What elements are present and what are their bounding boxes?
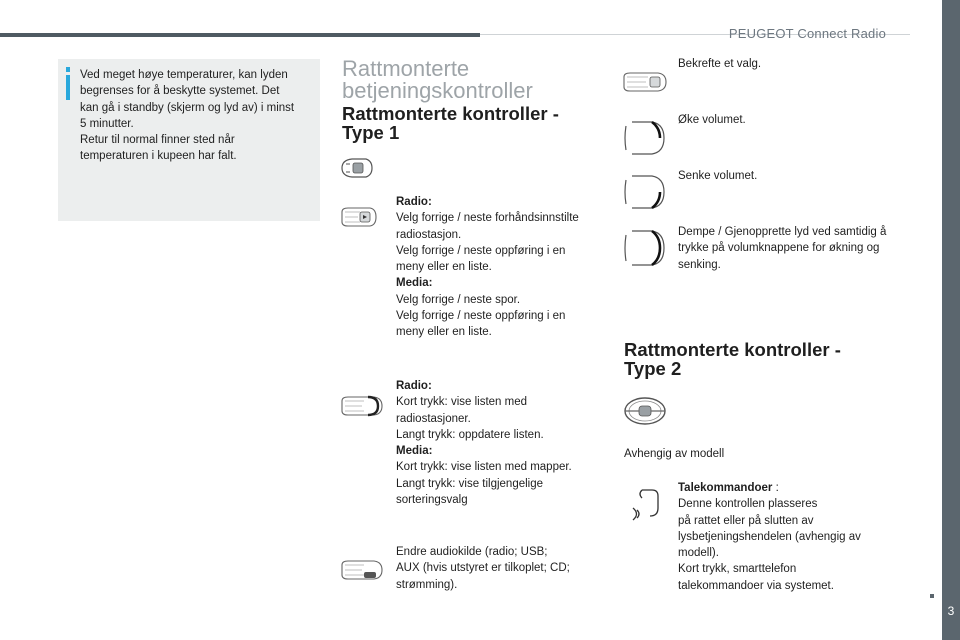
steering-wheel-icon	[622, 395, 668, 427]
media-description: Kort trykk: vise listen med mapper. Langt trykk: vise tilgjengelige sorteringsvalg	[396, 461, 572, 507]
confirm-text: Bekrefte et valg.	[678, 58, 762, 70]
volume-up-text: Øke volumet.	[678, 114, 746, 126]
page-marker	[930, 594, 934, 598]
radio-description: Kort trykk: vise listen med radiostasjoner. Langt trykk: oppdatere listen.	[396, 396, 544, 441]
control-stalk-icon	[340, 204, 378, 230]
radio-description: Velg forrige / neste forhåndsinnstilte radiostasjon. Velg forrige / neste oppføring i en meny eller en liste.	[396, 212, 579, 274]
voice-command-description: Denne kontrollen plasseres på rattet eller på slutten av lysbetjeningshendelen (avhengig av modell). Kort trykk, smarttelefon talekommandoer via systemet.	[678, 498, 861, 592]
volume-wheel-icon	[622, 172, 668, 212]
mute-text: Dempe / Gjenopprette lyd ved samtidig å trykke på volumknappene for økning og senking.	[678, 226, 887, 271]
control-stalk-icon	[622, 69, 670, 95]
volume-wheel-icon	[622, 118, 668, 158]
media-label: Media:	[396, 277, 433, 290]
radio-label: Radio:	[396, 380, 432, 392]
source-description: Endre audiokilde (radio; USB; AUX (hvis utstyret er tilkoplet; CD; strømming).	[396, 546, 570, 591]
volume-down-text: Senke volumet.	[678, 170, 758, 182]
voice-command-colon: :	[772, 482, 779, 494]
dependency-text: Avhengig av modell	[624, 448, 725, 460]
header-title: PEUGEOT Connect Radio	[728, 26, 886, 41]
volume-wheel-icon	[622, 227, 668, 269]
control-stalk-icon	[340, 557, 386, 583]
header-bar	[0, 33, 480, 37]
radio-label: Radio:	[396, 196, 432, 208]
type1-item3-text	[396, 544, 606, 593]
voice-command-label: Talekommandoer	[678, 482, 773, 494]
type1-item1-text	[396, 194, 606, 341]
page-edge-tab	[942, 0, 960, 640]
section-title: Rattmonterte betjeningskontroller	[342, 56, 533, 103]
info-note	[58, 59, 320, 221]
media-description: Velg forrige / neste spor. Velg forrige / neste oppføring i en meny eller en liste.	[396, 293, 566, 339]
voice-command-icon	[628, 486, 662, 522]
note-text: Ved meget høye temperaturer, kan lyden begrenses for å beskytte systemet. Det kan gå i standby (skjerm og lyd av) i minst 5 minutter. Retur til normal finner sted når temperaturen i kupeen har falt.	[80, 69, 295, 163]
type1-title: Rattmonterte kontroller - Type 1	[342, 103, 559, 143]
type2-title: Rattmonterte kontroller - Type 2	[624, 339, 841, 379]
control-stalk-icon	[340, 393, 386, 419]
page-number: 3	[947, 604, 955, 618]
steering-wheel-icon	[340, 157, 374, 179]
media-label: Media:	[396, 445, 433, 458]
voice-command-text	[678, 480, 898, 594]
type1-item2-text	[396, 378, 606, 508]
